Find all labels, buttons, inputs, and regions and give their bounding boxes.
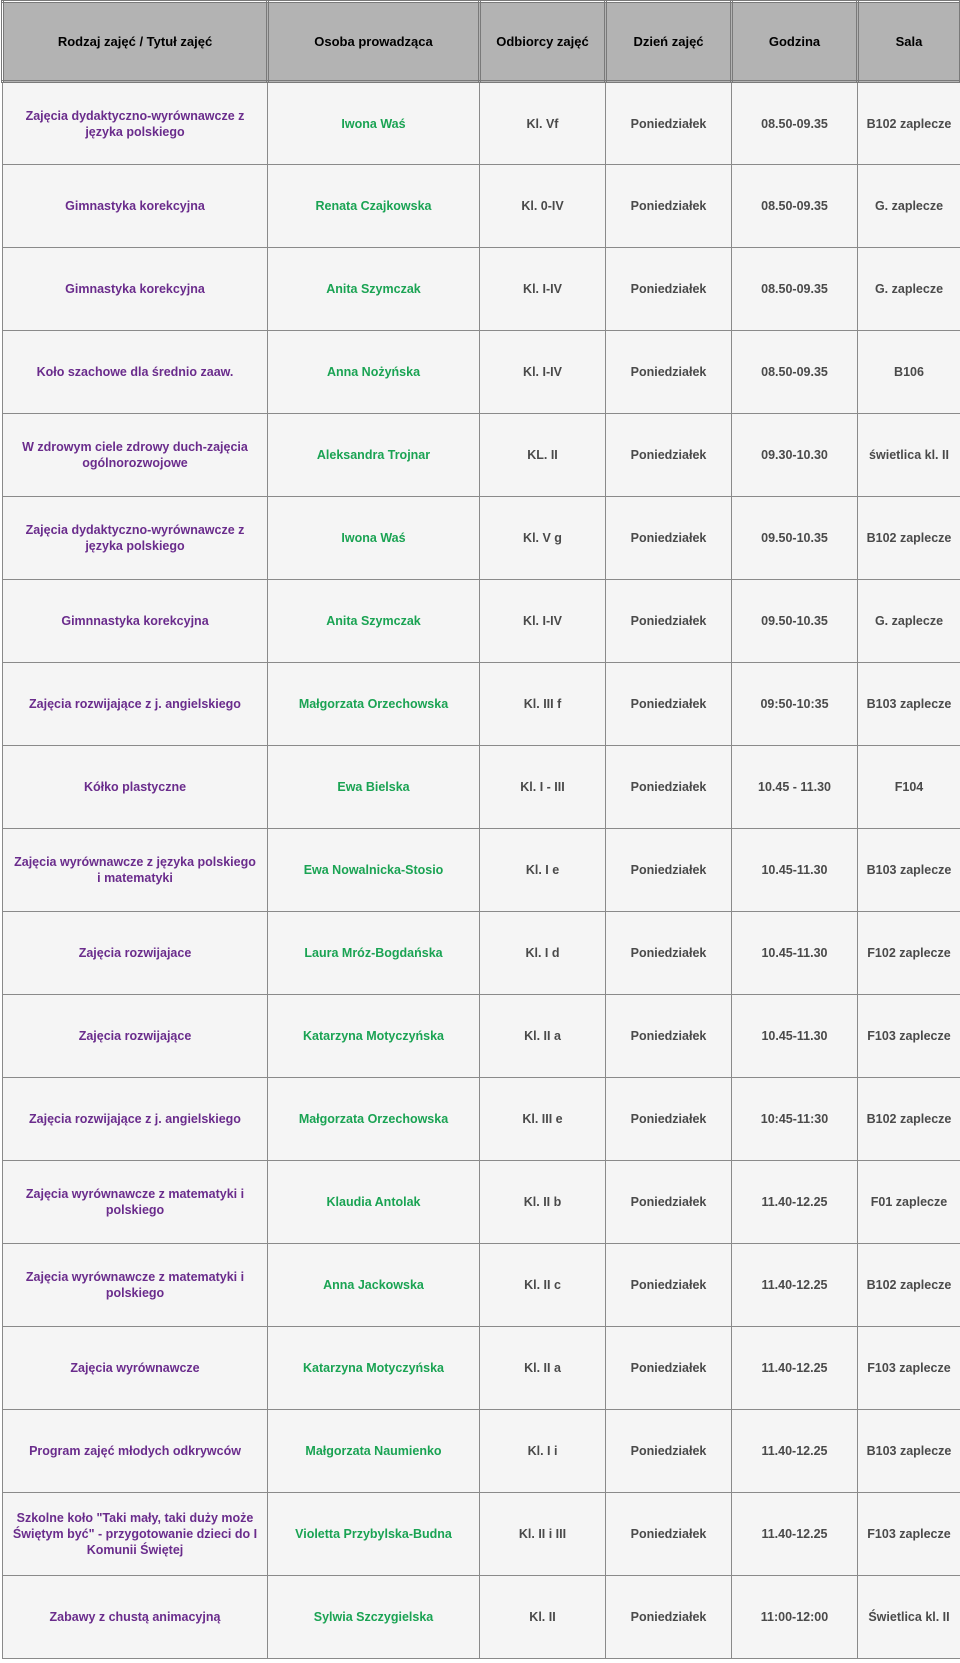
activity-title-cell: W zdrowym ciele zdrowy duch-zajęcia ogólnorozwojowe xyxy=(3,414,268,497)
teacher-cell: Anita Szymczak xyxy=(268,580,480,663)
teacher-cell: Aleksandra Trojnar xyxy=(268,414,480,497)
table-row xyxy=(3,82,960,165)
time-cell: 10.45 - 11.30 xyxy=(732,746,858,829)
time-cell: 09.50-10.35 xyxy=(732,497,858,580)
teacher-cell: Violetta Przybylska-Budna xyxy=(268,1493,480,1576)
activity-title-cell: Zajęcia wyrównawcze z matematyki i polskiego xyxy=(3,1161,268,1244)
table-row xyxy=(3,663,960,746)
audience-cell: KL. II xyxy=(480,414,606,497)
activity-title-cell: Gimnastyka korekcyjna xyxy=(3,248,268,331)
header-teacher: Osoba prowadząca xyxy=(268,2,480,82)
audience-cell: Kl. II a xyxy=(480,995,606,1078)
activity-title-cell: Zajęcia wyrównawcze z matematyki i polskiego xyxy=(3,1244,268,1327)
time-cell: 08.50-09.35 xyxy=(732,248,858,331)
teacher-cell: Małgorzata Naumienko xyxy=(268,1410,480,1493)
teacher-cell: Anita Szymczak xyxy=(268,248,480,331)
day-cell: Poniedziałek xyxy=(606,165,732,248)
day-cell: Poniedziałek xyxy=(606,663,732,746)
header-day: Dzień zajęć xyxy=(606,2,732,82)
table-row xyxy=(3,580,960,663)
room-cell: F104 xyxy=(858,746,960,829)
audience-cell: Kl. II a xyxy=(480,1327,606,1410)
day-cell: Poniedziałek xyxy=(606,1327,732,1410)
teacher-cell: Anna Nożyńska xyxy=(268,331,480,414)
header-time: Godzina xyxy=(732,2,858,82)
day-cell: Poniedziałek xyxy=(606,1078,732,1161)
header-room: Sala xyxy=(858,2,960,82)
table-row xyxy=(3,331,960,414)
audience-cell: Kl. II c xyxy=(480,1244,606,1327)
audience-cell: Kl. I i xyxy=(480,1410,606,1493)
activity-title-cell: Zabawy z chustą animacyjną xyxy=(3,1576,268,1659)
day-cell: Poniedziałek xyxy=(606,746,732,829)
time-cell: 10.45-11.30 xyxy=(732,912,858,995)
time-cell: 08.50-09.35 xyxy=(732,331,858,414)
room-cell: B102 zaplecze xyxy=(858,82,960,165)
time-cell: 09.50-10.35 xyxy=(732,580,858,663)
table-row xyxy=(3,165,960,248)
day-cell: Poniedziałek xyxy=(606,995,732,1078)
audience-cell: Kl. III f xyxy=(480,663,606,746)
activity-title-cell: Zajęcia rozwijające z j. angielskiego xyxy=(3,663,268,746)
teacher-cell: Małgorzata Orzechowska xyxy=(268,663,480,746)
teacher-cell: Anna Jackowska xyxy=(268,1244,480,1327)
room-cell: Świetlica kl. II xyxy=(858,1576,960,1659)
room-cell: F103 zaplecze xyxy=(858,995,960,1078)
audience-cell: Kl. I e xyxy=(480,829,606,912)
audience-cell: Kl. V g xyxy=(480,497,606,580)
teacher-cell: Klaudia Antolak xyxy=(268,1161,480,1244)
time-cell: 09:50-10:35 xyxy=(732,663,858,746)
time-cell: 08.50-09.35 xyxy=(732,165,858,248)
table-row xyxy=(3,248,960,331)
room-cell: B102 zaplecze xyxy=(858,497,960,580)
room-cell: F103 zaplecze xyxy=(858,1493,960,1576)
teacher-cell: Sylwia Szczygielska xyxy=(268,1576,480,1659)
table-row xyxy=(3,829,960,912)
table-row xyxy=(3,1576,960,1659)
activity-title-cell: Gimnastyka korekcyjna xyxy=(3,165,268,248)
room-cell: B102 zaplecze xyxy=(858,1078,960,1161)
audience-cell: Kl. Vf xyxy=(480,82,606,165)
table-row xyxy=(3,995,960,1078)
audience-cell: Kl. I d xyxy=(480,912,606,995)
table-header xyxy=(3,2,960,82)
day-cell: Poniedziałek xyxy=(606,1244,732,1327)
activity-title-cell: Zajęcia dydaktyczno-wyrównawcze z języka polskiego xyxy=(3,82,268,165)
teacher-cell: Ewa Nowalnicka-Stosio xyxy=(268,829,480,912)
activity-title-cell: Szkolne koło "Taki mały, taki duży może Świętym być" - przygotowanie dzieci do I Komunii Świętej xyxy=(3,1493,268,1576)
table-row xyxy=(3,1327,960,1410)
room-cell: G. zaplecze xyxy=(858,248,960,331)
day-cell: Poniedziałek xyxy=(606,1493,732,1576)
day-cell: Poniedziałek xyxy=(606,82,732,165)
room-cell: B106 xyxy=(858,331,960,414)
room-cell: B103 zaplecze xyxy=(858,829,960,912)
day-cell: Poniedziałek xyxy=(606,1410,732,1493)
day-cell: Poniedziałek xyxy=(606,1161,732,1244)
room-cell: F103 zaplecze xyxy=(858,1327,960,1410)
audience-cell: Kl. II i III xyxy=(480,1493,606,1576)
audience-cell: Kl. 0-IV xyxy=(480,165,606,248)
teacher-cell: Iwona Waś xyxy=(268,82,480,165)
day-cell: Poniedziałek xyxy=(606,1576,732,1659)
table-row xyxy=(3,912,960,995)
table-row xyxy=(3,1078,960,1161)
time-cell: 11.40-12.25 xyxy=(732,1327,858,1410)
table-row xyxy=(3,414,960,497)
activity-title-cell: Gimnnastyka korekcyjna xyxy=(3,580,268,663)
table-row xyxy=(3,1244,960,1327)
room-cell: G. zaplecze xyxy=(858,580,960,663)
activity-title-cell: Zajęcia dydaktyczno-wyrównawcze z języka polskiego xyxy=(3,497,268,580)
table-row xyxy=(3,1161,960,1244)
time-cell: 10.45-11.30 xyxy=(732,829,858,912)
header-activity-title: Rodzaj zajęć / Tytuł zajęć xyxy=(3,2,268,82)
day-cell: Poniedziałek xyxy=(606,248,732,331)
time-cell: 11:00-12:00 xyxy=(732,1576,858,1659)
day-cell: Poniedziałek xyxy=(606,829,732,912)
teacher-cell: Katarzyna Motyczyńska xyxy=(268,1327,480,1410)
day-cell: Poniedziałek xyxy=(606,497,732,580)
room-cell: B103 zaplecze xyxy=(858,1410,960,1493)
room-cell: F01 zaplecze xyxy=(858,1161,960,1244)
activity-title-cell: Zajęcia wyrównawcze z języka polskiego i matematyki xyxy=(3,829,268,912)
activity-title-cell: Koło szachowe dla średnio zaaw. xyxy=(3,331,268,414)
audience-cell: Kl. III e xyxy=(480,1078,606,1161)
time-cell: 08.50-09.35 xyxy=(732,82,858,165)
table-row xyxy=(3,1410,960,1493)
teacher-cell: Katarzyna Motyczyńska xyxy=(268,995,480,1078)
time-cell: 11.40-12.25 xyxy=(732,1410,858,1493)
table-row xyxy=(3,497,960,580)
room-cell: świetlica kl. II xyxy=(858,414,960,497)
time-cell: 10.45-11.30 xyxy=(732,995,858,1078)
time-cell: 09.30-10.30 xyxy=(732,414,858,497)
table-body xyxy=(3,82,960,1659)
room-cell: B103 zaplecze xyxy=(858,663,960,746)
table-row xyxy=(3,1493,960,1576)
activity-title-cell: Zajęcia wyrównawcze xyxy=(3,1327,268,1410)
header-row xyxy=(3,2,960,82)
room-cell: G. zaplecze xyxy=(858,165,960,248)
time-cell: 10:45-11:30 xyxy=(732,1078,858,1161)
activity-title-cell: Zajęcia rozwijajace xyxy=(3,912,268,995)
schedule-table xyxy=(1,0,960,1659)
table-row xyxy=(3,746,960,829)
teacher-cell: Ewa Bielska xyxy=(268,746,480,829)
teacher-cell: Małgorzata Orzechowska xyxy=(268,1078,480,1161)
day-cell: Poniedziałek xyxy=(606,580,732,663)
room-cell: F102 zaplecze xyxy=(858,912,960,995)
time-cell: 11.40-12.25 xyxy=(732,1161,858,1244)
time-cell: 11.40-12.25 xyxy=(732,1244,858,1327)
time-cell: 11.40-12.25 xyxy=(732,1493,858,1576)
room-cell: B102 zaplecze xyxy=(858,1244,960,1327)
activity-title-cell: Kółko plastyczne xyxy=(3,746,268,829)
audience-cell: Kl. I-IV xyxy=(480,331,606,414)
audience-cell: Kl. I - III xyxy=(480,746,606,829)
teacher-cell: Laura Mróz-Bogdańska xyxy=(268,912,480,995)
header-audience: Odbiorcy zajęć xyxy=(480,2,606,82)
audience-cell: Kl. II xyxy=(480,1576,606,1659)
audience-cell: Kl. I-IV xyxy=(480,248,606,331)
audience-cell: Kl. II b xyxy=(480,1161,606,1244)
teacher-cell: Iwona Waś xyxy=(268,497,480,580)
day-cell: Poniedziałek xyxy=(606,331,732,414)
day-cell: Poniedziałek xyxy=(606,414,732,497)
teacher-cell: Renata Czajkowska xyxy=(268,165,480,248)
audience-cell: Kl. I-IV xyxy=(480,580,606,663)
activity-title-cell: Zajęcia rozwijające z j. angielskiego xyxy=(3,1078,268,1161)
activity-title-cell: Zajęcia rozwijające xyxy=(3,995,268,1078)
day-cell: Poniedziałek xyxy=(606,912,732,995)
activity-title-cell: Program zajęć młodych odkrywców xyxy=(3,1410,268,1493)
